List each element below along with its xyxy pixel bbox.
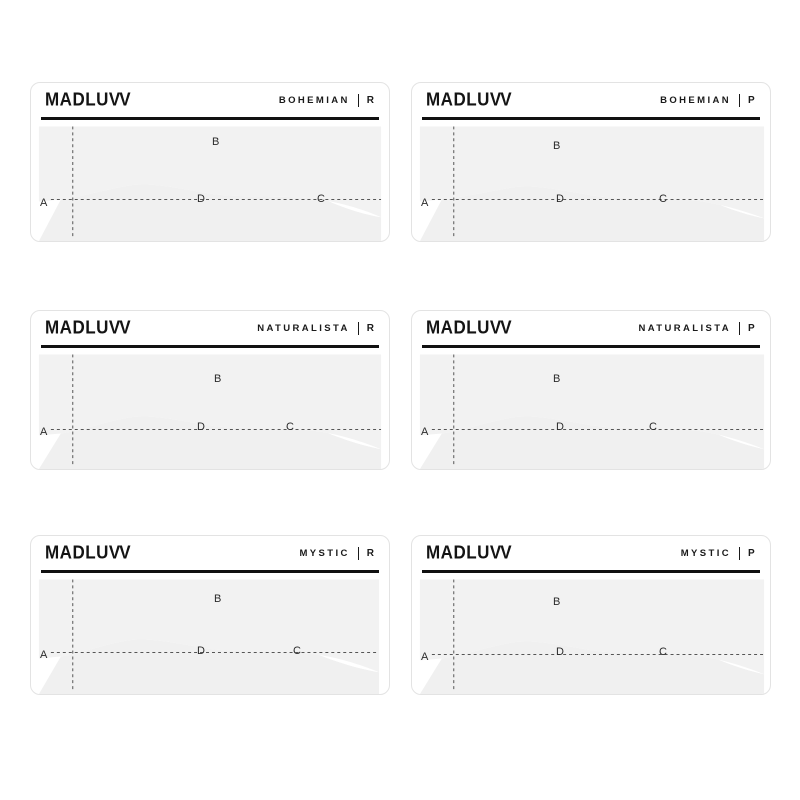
stencil-header (31, 83, 389, 117)
point-label-b: B (553, 140, 561, 152)
style-group (257, 322, 375, 335)
stencil-card-mystic-p[interactable] (411, 535, 771, 695)
point-label-a: A (421, 651, 429, 663)
header-rule (422, 117, 760, 120)
stencil-card-bohemian-r[interactable] (30, 82, 390, 242)
style-code: R (366, 94, 375, 106)
style-name: MYSTIC (299, 547, 350, 559)
stencil-card-naturalista-r[interactable] (30, 310, 390, 470)
point-label-d: D (556, 646, 564, 658)
point-label-d: D (556, 421, 564, 433)
brand-logo: MADLUVV (426, 317, 511, 338)
point-label-b: B (214, 373, 222, 385)
point-label-d: D (197, 421, 205, 433)
stencil-header (31, 536, 389, 570)
point-label-c: C (649, 421, 657, 433)
brand-logo: MADLUVV (45, 317, 130, 338)
style-divider-icon (358, 322, 359, 335)
brand-logo: MADLUVV (45, 542, 130, 563)
point-label-b: B (553, 373, 561, 385)
point-label-c: C (659, 646, 667, 658)
style-name: NATURALISTA (257, 322, 350, 334)
style-name: BOHEMIAN (278, 94, 350, 106)
stencil-header (412, 83, 770, 117)
stencil-card-bohemian-p[interactable] (411, 82, 771, 242)
stencil-header (31, 311, 389, 345)
point-label-a: A (40, 649, 48, 661)
style-divider-icon (739, 547, 740, 560)
style-code: P (748, 322, 756, 334)
point-label-b: B (553, 596, 561, 608)
stencil-header (412, 311, 770, 345)
style-name: NATURALISTA (638, 322, 731, 334)
point-label-a: A (40, 426, 48, 438)
style-code: R (366, 547, 375, 559)
header-rule (41, 570, 379, 573)
point-label-c: C (286, 421, 294, 433)
point-label-a: A (421, 426, 429, 438)
header-rule (422, 570, 760, 573)
style-group (660, 94, 756, 107)
style-code: P (748, 94, 756, 106)
style-group (681, 547, 756, 560)
point-label-b: B (214, 593, 222, 605)
point-label-d: D (556, 193, 564, 205)
point-label-c: C (293, 645, 301, 657)
header-rule (41, 117, 379, 120)
style-divider-icon (358, 94, 359, 107)
point-label-d: D (197, 645, 205, 657)
point-label-b: B (212, 136, 220, 148)
point-label-d: D (197, 193, 205, 205)
header-rule (422, 345, 760, 348)
point-label-a: A (421, 197, 429, 209)
brand-logo: MADLUVV (426, 542, 511, 563)
style-divider-icon (739, 94, 740, 107)
style-code: R (366, 322, 375, 334)
style-group (279, 94, 375, 107)
style-group (638, 322, 756, 335)
brand-logo: MADLUVV (45, 89, 130, 110)
header-rule (41, 345, 379, 348)
stencil-header (412, 536, 770, 570)
stencil-card-naturalista-p[interactable] (411, 310, 771, 470)
style-divider-icon (739, 322, 740, 335)
point-label-c: C (659, 193, 667, 205)
style-name: BOHEMIAN (660, 94, 731, 106)
style-name: MYSTIC (680, 547, 731, 559)
style-group (299, 547, 375, 560)
point-label-c: C (317, 193, 325, 205)
style-divider-icon (358, 547, 359, 560)
style-code: P (748, 547, 756, 559)
brand-logo: MADLUVV (426, 89, 511, 110)
point-label-a: A (40, 197, 48, 209)
stencil-card-mystic-r[interactable] (30, 535, 390, 695)
